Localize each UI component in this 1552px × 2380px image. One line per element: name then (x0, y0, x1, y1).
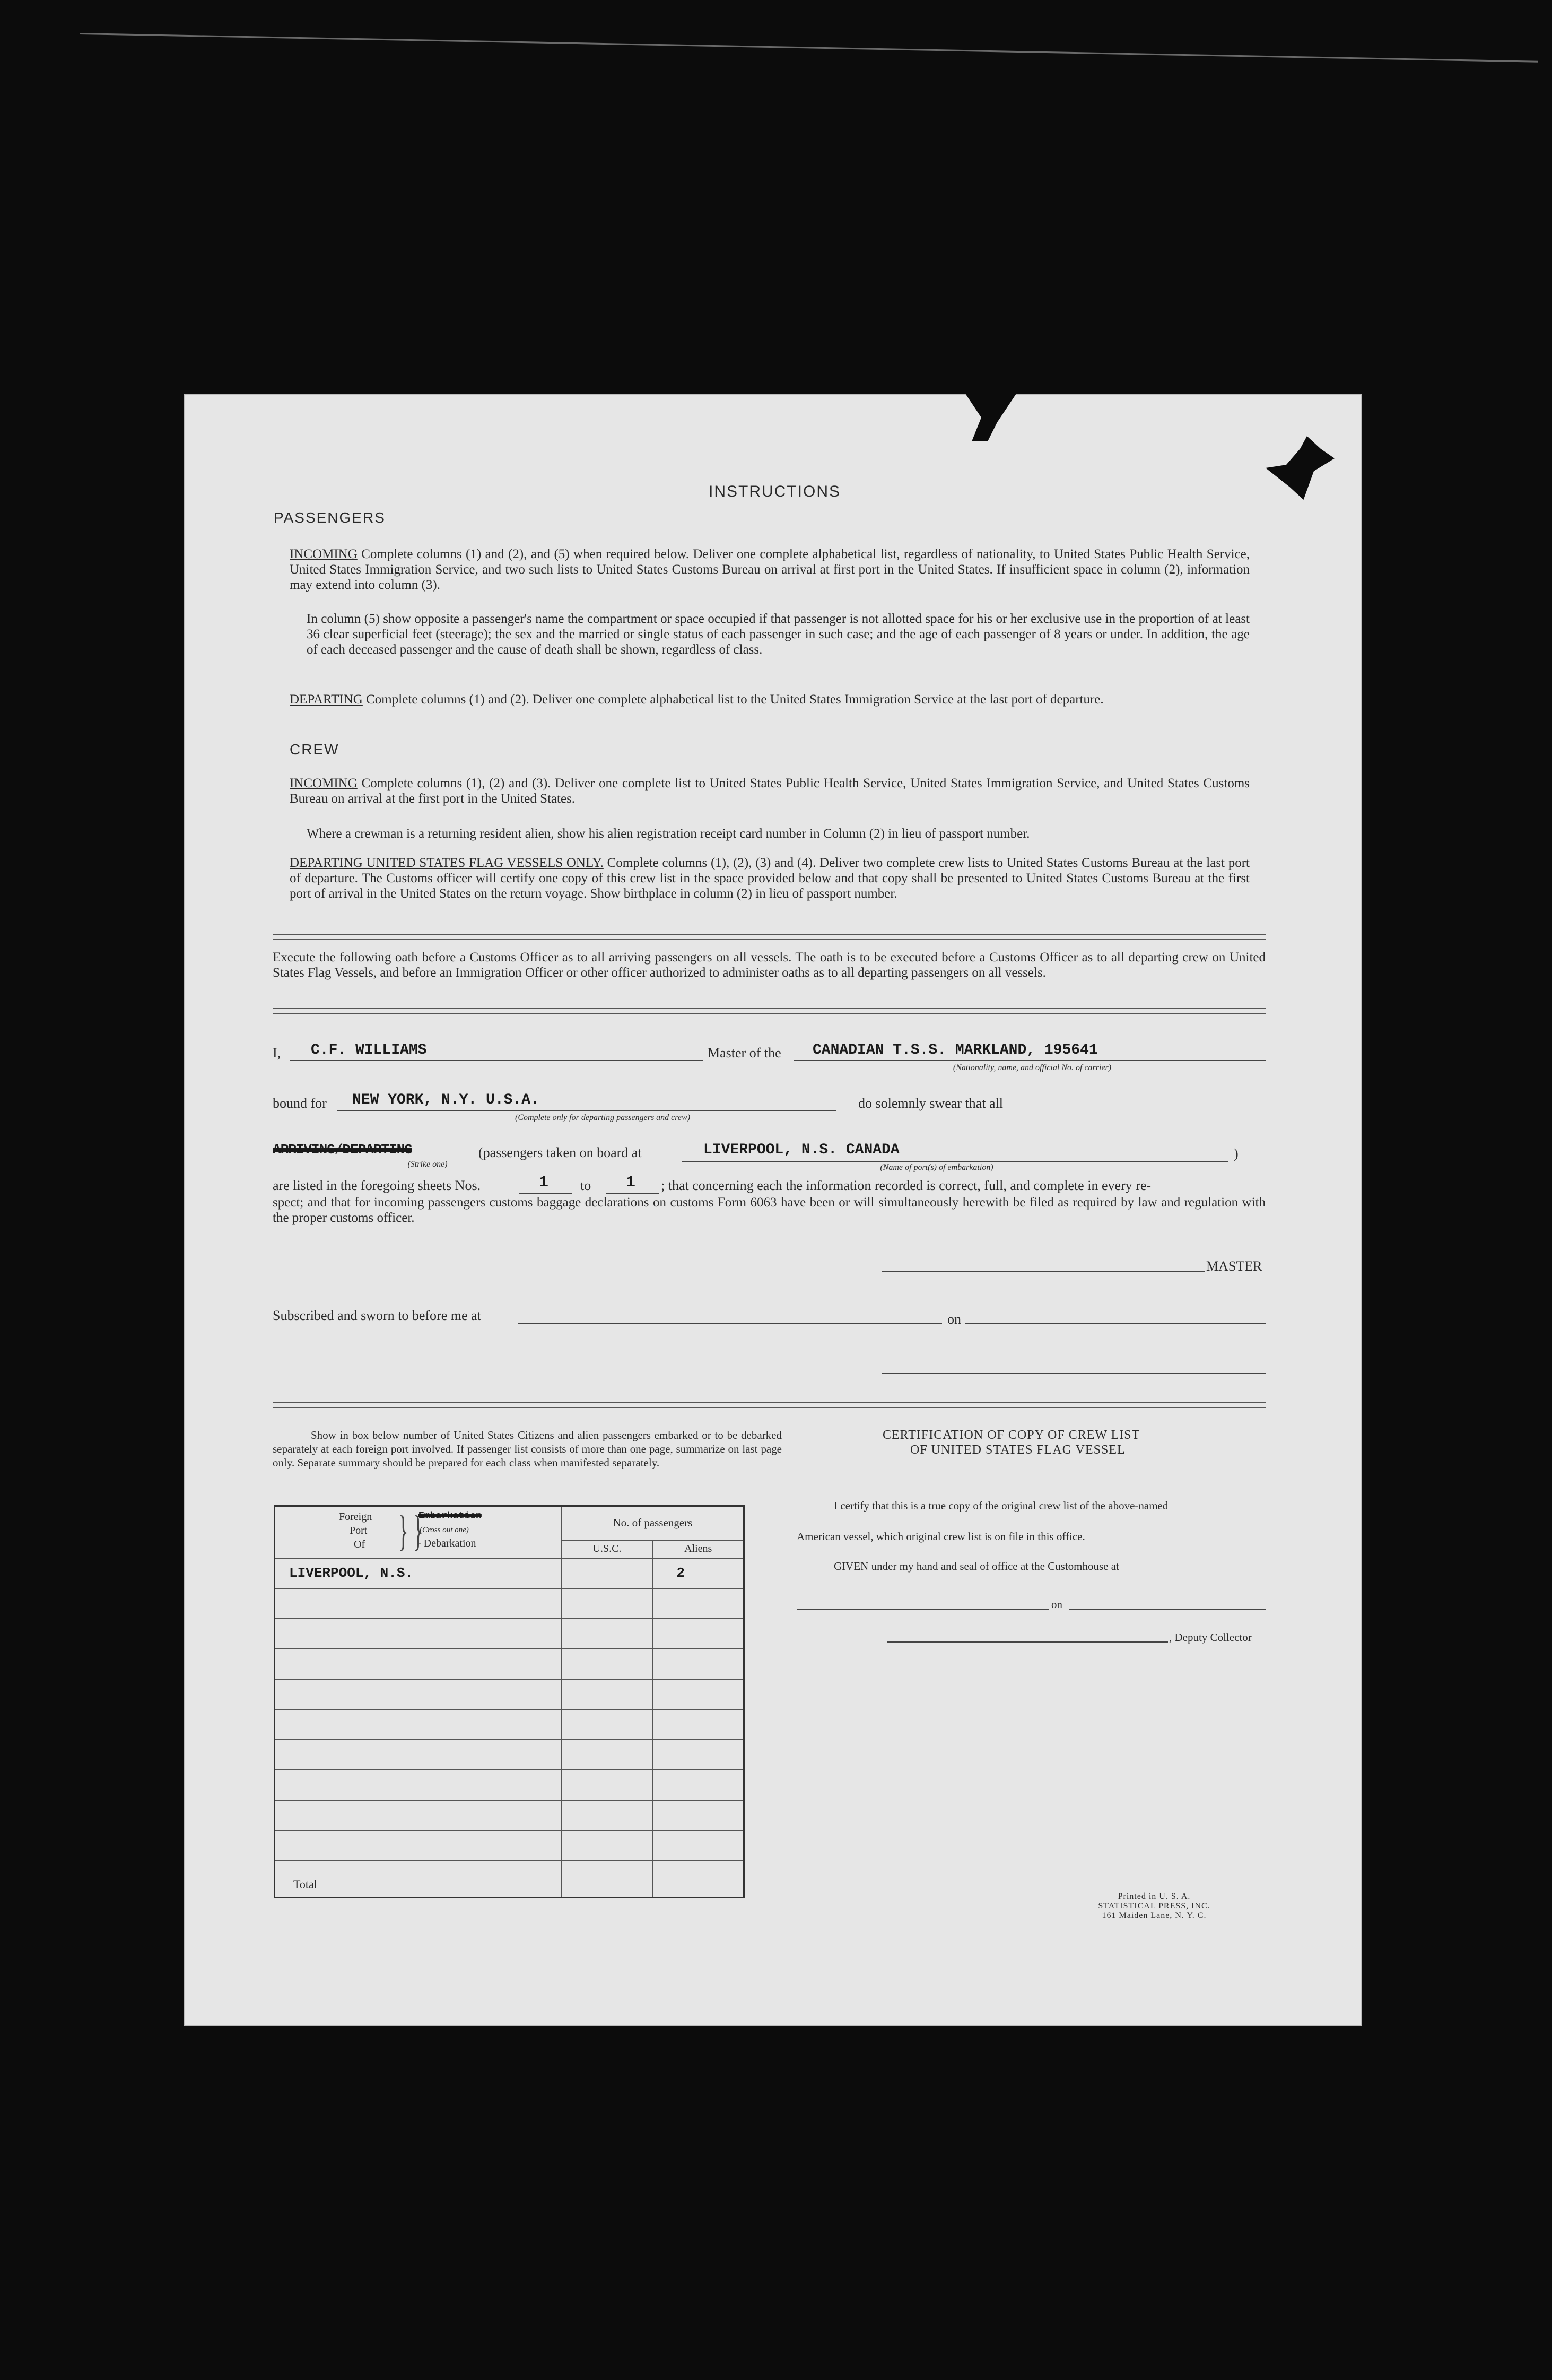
embarkation-struck: Embarkation (418, 1511, 482, 1522)
master-name-value: C.F. WILLIAMS (311, 1042, 427, 1058)
summary-cell-usc (562, 1740, 653, 1770)
crew-incoming-paragraph (290, 776, 1250, 806)
oath-intro: Execute the following oath before a Customs Officer as to all arriving passengers on all vessels. The oath is to be executed before a Customs Officer as to all departing crew on United States Flag Vessels, and before an Immigration Officer or other officer authorized to administer oaths as to all departing passengers on all vessels. (273, 950, 1266, 980)
struck-arriving-departing: ARRIVING/DEPARTING (273, 1142, 412, 1158)
summary-cell-aliens (652, 1679, 744, 1709)
summary-cell-port (275, 1679, 562, 1709)
table-row (275, 1740, 744, 1770)
summary-cell-usc (562, 1709, 653, 1740)
crew-departing-paragraph (290, 855, 1250, 901)
sheet-to-line (606, 1193, 659, 1194)
debarkation-label: - Debarkation (417, 1538, 476, 1549)
table-row (275, 1649, 744, 1679)
sheet-from-value: 1 (539, 1174, 549, 1192)
summary-cell-aliens (652, 1709, 744, 1740)
table-row (275, 1619, 744, 1649)
crewman-paragraph: Where a crewman is a returning resident alien, show his alien registration receipt card number in Column (2) in lieu of passport number. (307, 827, 1030, 841)
summary-cell-usc (562, 1679, 653, 1709)
summary-cell-port (275, 1709, 562, 1740)
master-signature-line (882, 1271, 1205, 1272)
table-row (275, 1770, 744, 1800)
port-close-paren: ) (1234, 1146, 1239, 1161)
passengers-taken-label: (passengers taken on board at (478, 1145, 642, 1160)
port-value: LIVERPOOL, N.S. CANADA (703, 1142, 900, 1158)
crew-incoming-text: Complete columns (1), (2) and (3). Deliver one complete list to United States Public Health Service, United States Immigration Service, and United States Customs Bureau on arrival at the first port in the United States. (290, 776, 1250, 806)
passengers-incoming-paragraph (290, 546, 1250, 593)
certification-title-1: CERTIFICATION OF COPY OF CREW LIST (883, 1428, 1140, 1442)
customhouse-line (797, 1609, 1049, 1610)
listed-text-2: spect; and that for incoming passengers customs baggage declarations on customs Form 6063 have been or will simultaneously herewith be filed as required by law and regulation with the proper customs officer. (273, 1195, 1266, 1225)
total-aliens (652, 1861, 744, 1898)
total-usc (562, 1861, 653, 1898)
certify-text-1: I certify that this is a true copy of the original crew list of the above-named (834, 1499, 1169, 1512)
column5-paragraph: In column (5) show opposite a passenger's name the compartment or space occupied if that passenger is not allotted space for his or her exclusive use in the proportion of at least 36 clear superficial feet (steerage); the sex and the married or single status of each passenger in such case; and the age of each passenger of 8 years or under. In addition, the age of each deceased passenger and the cause of death shall be shown, regardless of class. (307, 612, 1250, 657)
port-line (682, 1161, 1228, 1162)
total-label: Total (275, 1861, 562, 1898)
passengers-incoming-text: Complete columns (1) and (2), and (5) when required below. Deliver one complete alphabetical list, regardless of nationality, to United States Public Health Service, United States Immigration Service, and two such lists to United States Customs Bureau on arrival at first port in the United States. If insufficient space in column (2), information may extend into column (3). (290, 547, 1250, 592)
passengers-incoming-label: INCOMING (290, 547, 358, 561)
subscribed-on-label: on (947, 1311, 961, 1327)
certification-date-line (1069, 1609, 1266, 1610)
sheet-from-line (519, 1193, 572, 1194)
page-tear-top (953, 394, 1016, 441)
summary-cell-aliens (652, 1830, 744, 1861)
oath-bottom-divider (273, 1402, 1266, 1408)
summary-cell-aliens (652, 1588, 744, 1619)
instructions-title: INSTRUCTIONS (709, 483, 841, 500)
summary-cell-aliens (652, 1619, 744, 1649)
listed-text-1: ; that concerning each the information recorded is correct, full, and complete in every re- (661, 1178, 1152, 1193)
officer-signature-line (882, 1373, 1266, 1374)
summary-instructions: Show in box below number of United States Citizens and alien passengers embarked or to be debarked separately at each foreign port involved. If passenger list consists of more than one page, summarize on last page only. Separate summary should be prepared for each class when manifested separately. (273, 1429, 782, 1469)
summary-cell-port (275, 1770, 562, 1800)
bound-for-line (337, 1110, 836, 1111)
brace-right-icon: } (413, 1508, 423, 1554)
crew-heading: CREW (290, 741, 339, 758)
summary-cell-usc (562, 1649, 653, 1679)
printer-line-3: 161 Maiden Lane, N. Y. C. (1102, 1911, 1207, 1920)
table-row (275, 1709, 744, 1740)
bound-for-caption: (Complete only for departing passengers and crew) (515, 1113, 691, 1122)
foreign-label: Foreign (339, 1511, 372, 1523)
oath-divider (273, 1008, 1266, 1014)
brace-icon: } (398, 1508, 408, 1554)
printer-line-1: Printed in U. S. A. (1118, 1892, 1191, 1901)
printer-imprint (1075, 1892, 1234, 1921)
port-caption: (Name of port(s) of embarkation) (880, 1163, 993, 1172)
swear-label: do solemnly swear that all (858, 1096, 1003, 1111)
table-row (275, 1679, 744, 1709)
vessel-value: CANADIAN T.S.S. MARKLAND, 195641 (813, 1042, 1098, 1058)
summary-cell-aliens: 2 (652, 1558, 744, 1588)
cross-out-caption: (Cross out one) (420, 1526, 469, 1534)
summary-cell-aliens (652, 1740, 744, 1770)
subscribed-place-line (518, 1323, 942, 1324)
master-of-label: Master of the (708, 1045, 781, 1061)
summary-cell-usc (562, 1830, 653, 1861)
summary-cell-port (275, 1619, 562, 1649)
certification-title-2: OF UNITED STATES FLAG VESSEL (910, 1443, 1126, 1457)
summary-cell-aliens (652, 1770, 744, 1800)
summary-cell-usc (562, 1770, 653, 1800)
summary-cell-usc (562, 1800, 653, 1830)
page-tear-right (1266, 436, 1335, 500)
passengers-heading: PASSENGERS (274, 509, 386, 526)
summary-cell-port (275, 1588, 562, 1619)
listed-label: are listed in the foregoing sheets Nos. (273, 1178, 481, 1193)
subscribed-date-line (965, 1323, 1266, 1324)
port-header-cell (275, 1506, 562, 1558)
to-label: to (580, 1178, 591, 1193)
table-row (275, 1588, 744, 1619)
table-row (275, 1830, 744, 1861)
table-row (275, 1558, 744, 1588)
strike-one-caption: (Strike one) (407, 1160, 448, 1169)
summary-cell-usc (562, 1619, 653, 1649)
summary-cell-port (275, 1649, 562, 1679)
passengers-departing-text: Complete columns (1) and (2). Deliver one complete alphabetical list to the United States Immigration Service at the last port of departure. (366, 692, 1104, 707)
certify-text-2: American vessel, which original crew list is on file in this office. (797, 1530, 1085, 1543)
certification-on-label: on (1051, 1598, 1062, 1611)
port-label: Port (350, 1525, 368, 1536)
summary-cell-usc (562, 1588, 653, 1619)
of-label: Of (354, 1539, 365, 1550)
aliens-header: Aliens (652, 1540, 744, 1558)
master-signature-label: MASTER (1206, 1258, 1262, 1274)
summary-cell-port (275, 1830, 562, 1861)
summary-cell-usc (562, 1558, 653, 1588)
bound-for-label: bound for (273, 1096, 327, 1111)
summary-cell-port: LIVERPOOL, N.S. (275, 1558, 562, 1588)
passengers-departing-label: DEPARTING (290, 692, 363, 707)
summary-cell-aliens (652, 1649, 744, 1679)
deputy-collector-label: , Deputy Collector (1169, 1631, 1252, 1644)
printer-line-2: STATISTICAL PRESS, INC. (1098, 1901, 1210, 1910)
summary-cell-aliens (652, 1800, 744, 1830)
vessel-line (794, 1060, 1266, 1061)
scan-edge-line (80, 33, 1538, 63)
crew-departing-label: DEPARTING UNITED STATES FLAG VESSELS ONLY. (290, 856, 604, 870)
summary-cell-port (275, 1800, 562, 1830)
sheet-to-value: 1 (626, 1174, 636, 1192)
passengers-departing-paragraph (290, 692, 1250, 707)
vessel-caption: (Nationality, name, and official No. of carrier) (953, 1063, 1112, 1072)
table-row (275, 1800, 744, 1830)
bound-for-value: NEW YORK, N.Y. U.S.A. (352, 1092, 539, 1108)
crew-incoming-label: INCOMING (290, 776, 358, 791)
summary-cell-port (275, 1740, 562, 1770)
no-passengers-header: No. of passengers (562, 1506, 744, 1540)
instructions-divider (273, 934, 1266, 940)
given-text: GIVEN under my hand and seal of office at the Customhouse at (834, 1560, 1119, 1573)
usc-header: U.S.C. (562, 1540, 653, 1558)
form-page (184, 394, 1362, 2026)
deputy-signature-line (887, 1641, 1168, 1643)
i-label: I, (273, 1045, 281, 1061)
crew-departing-text: Complete columns (1), (2), (3) and (4). Deliver two complete crew lists to United States Customs Bureau at the last port of departure. The Customs officer will certify one copy of this crew list in the space provided below and that copy shall be presented to United States Customs Bureau at the first port of arrival in the United States on the return voyage. Show birthplace in column (2) in lieu of passport number. (290, 856, 1250, 901)
master-name-line (290, 1060, 703, 1061)
subscribed-label: Subscribed and sworn to before me at (273, 1308, 481, 1323)
passenger-summary-table (274, 1505, 745, 1898)
